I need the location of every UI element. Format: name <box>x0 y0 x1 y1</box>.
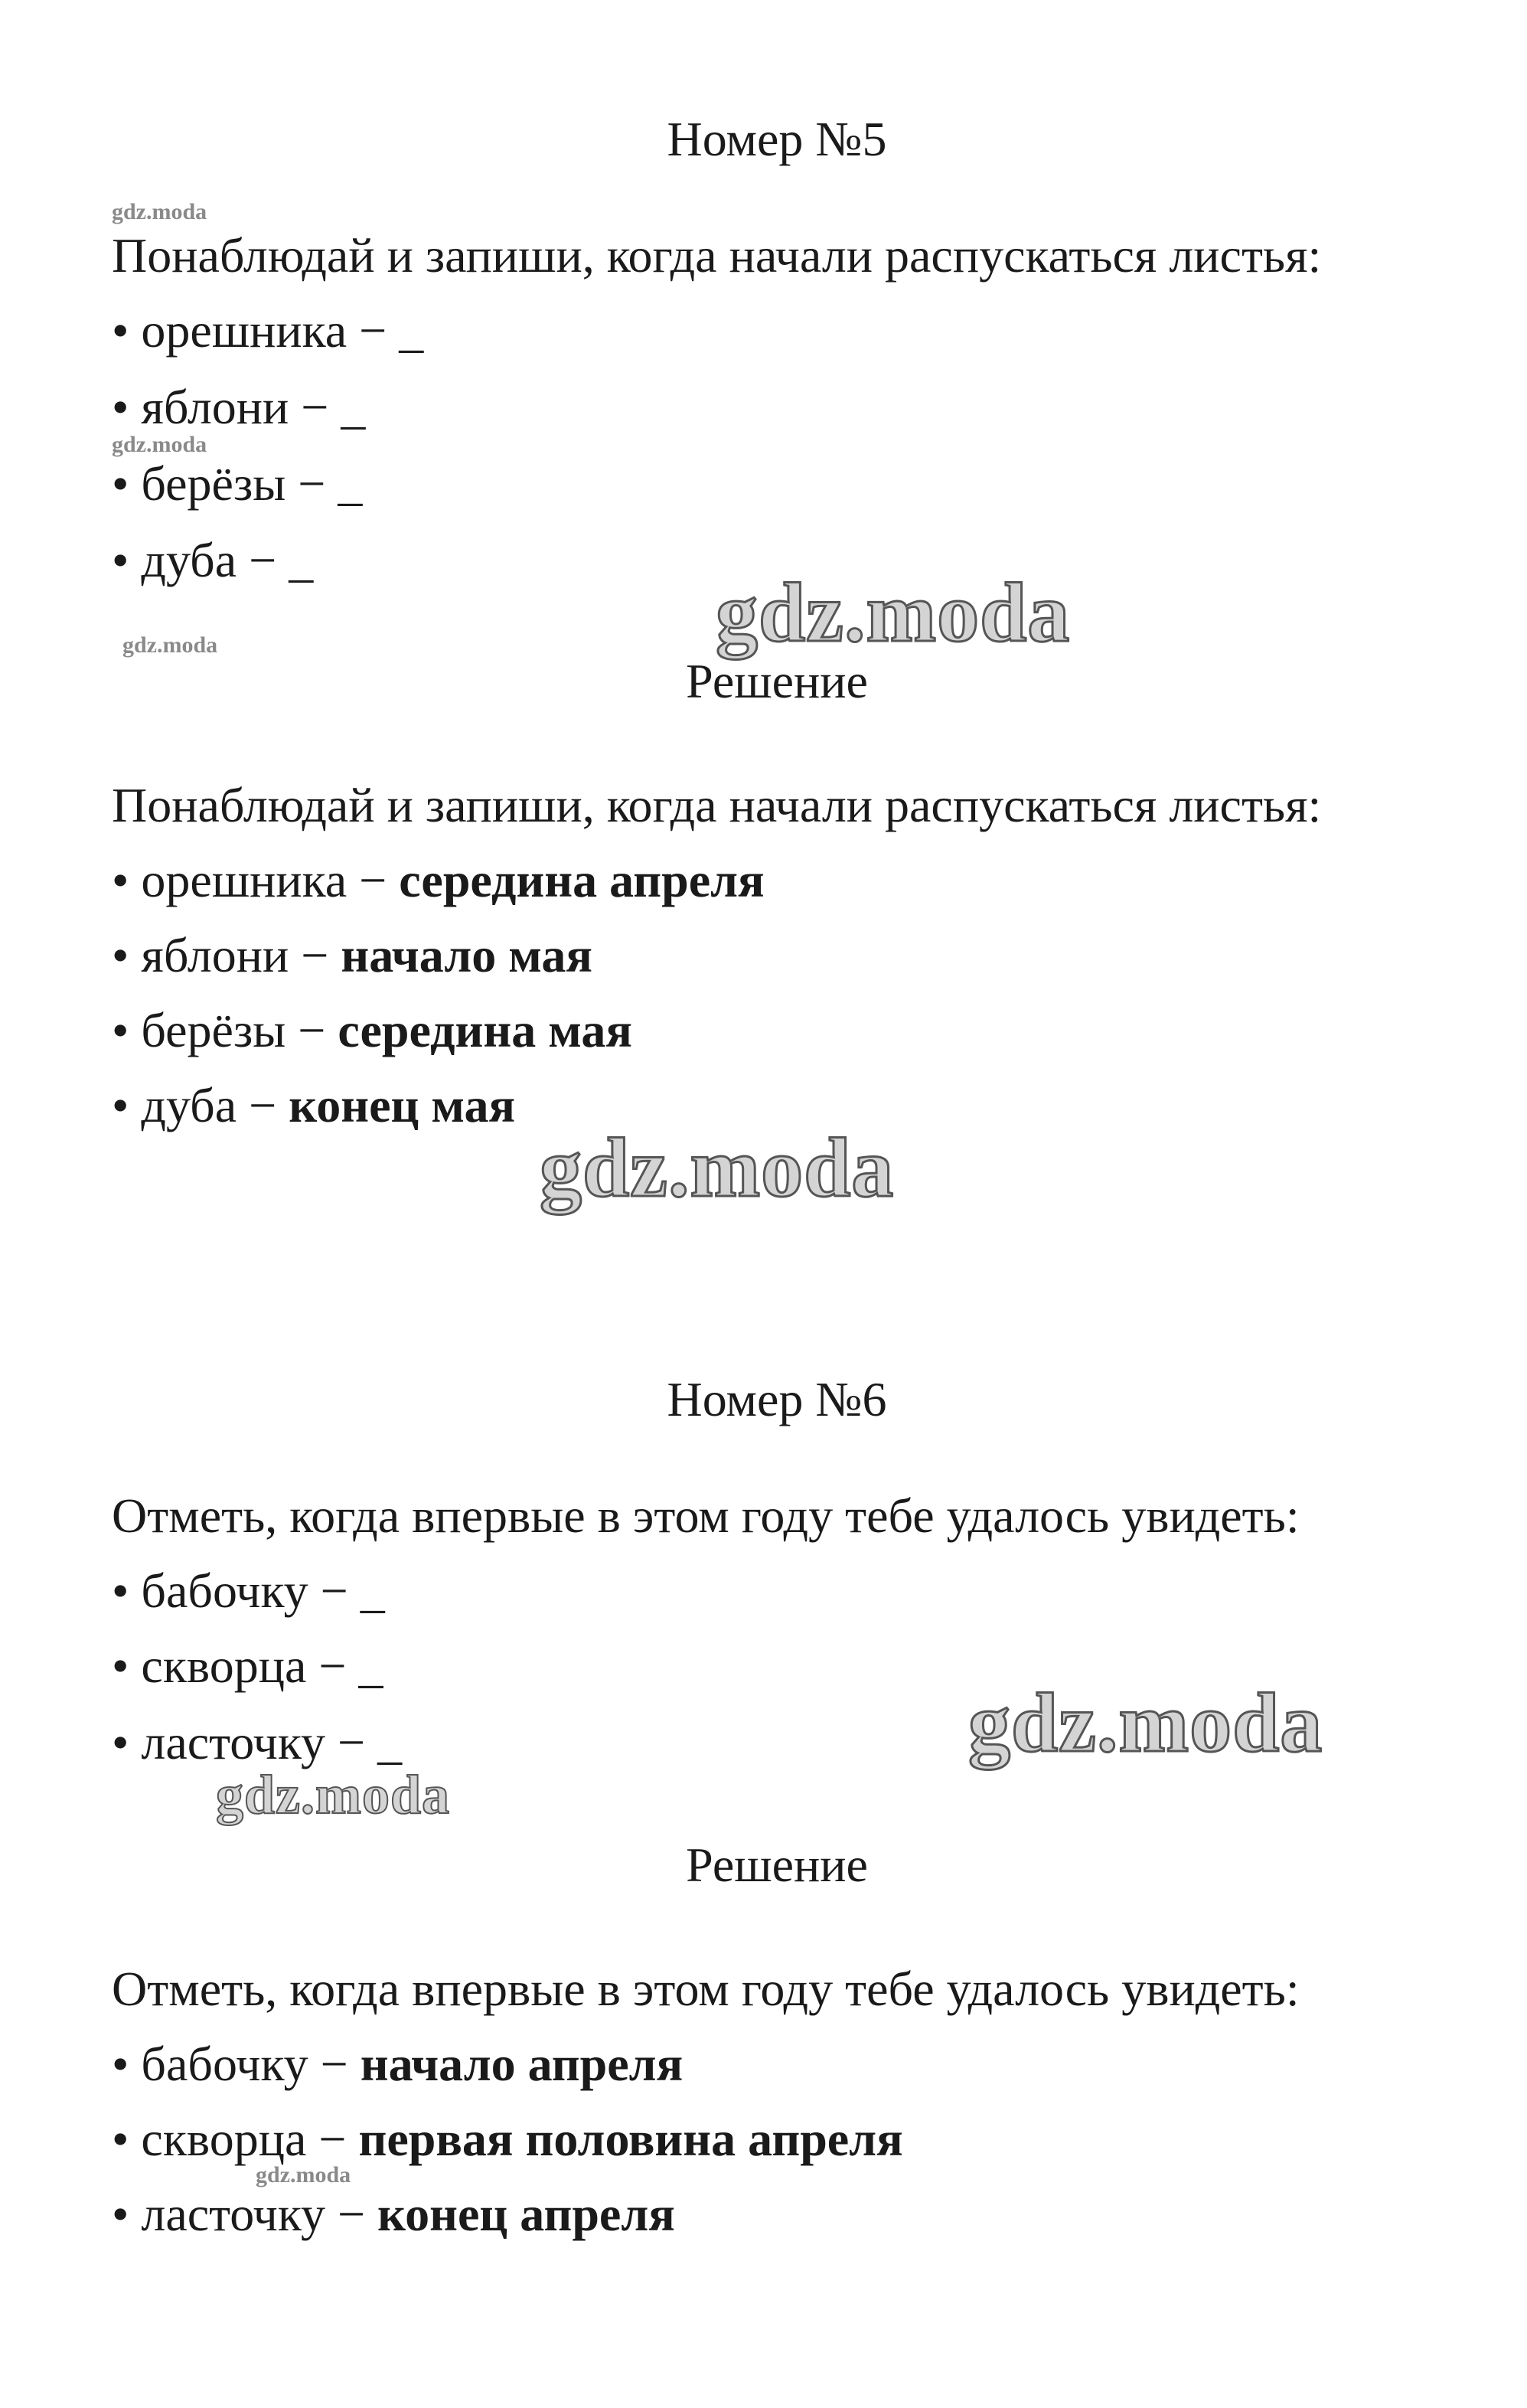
item-blank: _ <box>399 303 424 358</box>
watermark-small: gdz.moda <box>122 632 218 658</box>
item-blank: _ <box>360 1563 385 1618</box>
item-label: • орешника − <box>112 303 387 358</box>
task5-answer <box>112 853 765 907</box>
answer-value: конец апреля <box>377 2187 675 2241</box>
task6-solution-question: Отметь, когда впервые в этом году тебе удалось увидеть: <box>112 1962 1300 2016</box>
task5-answer <box>112 1003 632 1057</box>
task5-title: Номер №5 <box>667 112 887 166</box>
answer-label: • берёзы − <box>112 1003 326 1057</box>
answer-value: первая половина апреля <box>358 2112 903 2166</box>
answer-label: • скворца − <box>112 2112 347 2166</box>
item-label: • ласточку − <box>112 1715 366 1769</box>
task6-question: Отметь, когда впервые в этом году тебе удалось увидеть: <box>112 1488 1300 1543</box>
item-blank: _ <box>289 533 314 587</box>
task5-item <box>112 303 424 358</box>
task5-solution-title: Решение <box>686 654 868 708</box>
answer-label: • орешника − <box>112 853 387 907</box>
item-label: • дуба − <box>112 533 277 587</box>
task5-item <box>112 533 314 587</box>
task5-solution-question: Понаблюдай и запиши, когда начали распускаться листья: <box>112 778 1322 832</box>
task5-item <box>112 456 363 511</box>
task6-answer <box>112 2037 684 2091</box>
task6-item <box>112 1639 383 1693</box>
item-blank: _ <box>358 1639 383 1693</box>
task6-solution-title: Решение <box>686 1838 868 1892</box>
task6-answer <box>112 2187 675 2241</box>
watermark-large: gdz.moda <box>716 566 1071 659</box>
answer-value: начало мая <box>341 928 592 982</box>
watermark-large: gdz.moda <box>540 1121 895 1214</box>
task6-item <box>112 1563 385 1618</box>
item-label: • скворца − <box>112 1639 347 1693</box>
answer-value: начало апреля <box>360 2037 684 2091</box>
task6-item <box>112 1715 403 1769</box>
watermark-medium: gdz.moda <box>216 1764 451 1825</box>
answer-value: середина апреля <box>399 853 765 907</box>
task6-answer <box>112 2112 903 2166</box>
item-blank: _ <box>338 456 363 511</box>
item-label: • бабочку − <box>112 1563 348 1618</box>
answer-label: • дуба − <box>112 1078 277 1132</box>
task6-title: Номер №6 <box>667 1372 887 1426</box>
item-blank: _ <box>377 1715 403 1769</box>
task5-question: Понаблюдай и запиши, когда начали распускаться листья: <box>112 228 1322 283</box>
answer-label: • яблони − <box>112 928 329 982</box>
answer-value: конец мая <box>289 1078 516 1132</box>
watermark-small: gdz.moda <box>256 2162 351 2187</box>
task5-answer <box>112 1078 516 1132</box>
item-label: • берёзы − <box>112 456 326 511</box>
answer-value: середина мая <box>338 1003 632 1057</box>
watermark-large: gdz.moda <box>968 1676 1323 1769</box>
answer-label: • ласточку − <box>112 2187 366 2241</box>
watermark-small: gdz.moda <box>112 432 207 457</box>
item-label: • яблони − <box>112 380 329 434</box>
task5-answer <box>112 928 592 982</box>
item-blank: _ <box>341 380 366 434</box>
watermark-small: gdz.moda <box>112 199 207 224</box>
answer-label: • бабочку − <box>112 2037 348 2091</box>
task5-item <box>112 380 366 434</box>
